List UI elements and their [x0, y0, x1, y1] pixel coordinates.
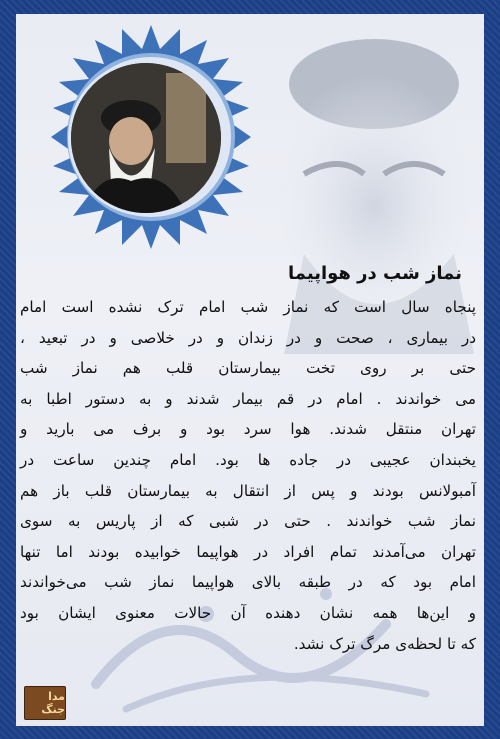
story-title: نماز شب در هواپیما [288, 263, 462, 284]
content-card [16, 14, 484, 726]
story-line: تهران می‌آمدند تمام افراد در هواپیما خوابیده بودند اما تنها [20, 542, 476, 561]
story-line: یخبندان عجیبی در جاده ها بود. امام چندین ساعت در [20, 450, 476, 469]
story-line: حتی بر روی تخت بیمارستان قلب هم نماز شب [20, 359, 476, 378]
story-line: امام بود که در طبقه بالای هواپیما نماز شب می‌خواندند [20, 573, 476, 592]
story-line: که تا لحظه‌ی مرگ ترک نشد. [293, 634, 476, 653]
story-line: می خواندند . امام در قم بیمار شدند و به دستور اطبا به [20, 389, 476, 408]
story-line: پنجاه سال است که نماز شب امام ترک نشده است امام [20, 298, 476, 316]
story-line: آمبولانس بودند و پس از انتقال به بیمارستان قلب باز هم [20, 481, 476, 500]
story-line: نماز شب خواندند . حتی در شبی که از پاریس به سوی [20, 512, 476, 531]
story-body [20, 292, 476, 659]
story-line: و این‌ها همه نشان دهنده آن حالات معنوی ایشان بود [20, 603, 476, 622]
publisher-logo: مدا جنگ [24, 686, 66, 720]
portrait-photo [68, 60, 224, 216]
story-line: تهران منتقل شدند. هوا سرد بود و برف می بارید و [20, 420, 476, 439]
story-line: در بیماری ، صحت و در زندان و در خلاصی و در تبعید ، [20, 328, 476, 347]
